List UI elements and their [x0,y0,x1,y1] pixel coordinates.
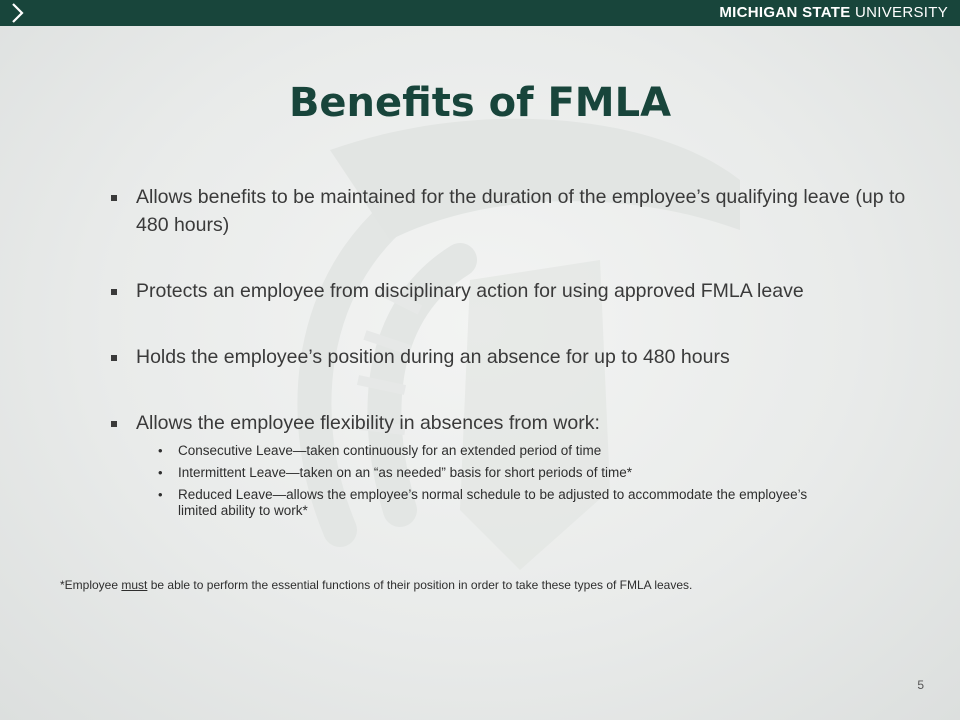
header-bar [0,0,960,26]
bullet-list [108,183,908,525]
dot-bullet-icon: • [158,487,163,502]
slide-title: Benefits of FMLA [288,80,672,126]
sub-bullet-text: Consecutive Leave—taken continuously for an extended period of time [178,443,602,458]
square-bullet-icon [111,421,117,427]
square-bullet-icon [111,355,117,361]
sub-bullet-text: Reduced Leave—allows the employee’s normal schedule to be adjusted to accommodate the employee’s limited ability to work* [178,487,808,518]
bullet-text: Allows the employee flexibility in absences from work: [136,412,600,434]
footnote-prefix: *Employee [60,578,122,592]
brand-bold-text: MICHIGAN STATE [719,4,851,21]
bullet-item [108,183,908,239]
dot-bullet-icon: • [158,443,163,458]
sub-bullet-item [136,487,836,519]
footnote-emphasis: must [121,578,148,592]
bullet-item [108,277,908,305]
square-bullet-icon [111,289,117,295]
sub-bullet-item [136,443,836,459]
footnote [60,577,692,593]
bullet-text: Holds the employee’s position during an absence for up to 480 hours [136,346,730,368]
footnote-suffix: be able to perform the essential functions of their position in order to take these types of FMLA leaves. [147,578,693,592]
bullet-item [108,343,908,371]
chevron-right-icon[interactable] [6,2,28,24]
bullet-text: Allows benefits to be maintained for the duration of the employee’s qualifying leave (up to 480 hours) [136,186,906,236]
bullet-text: Protects an employee from disciplinary action for using approved FMLA leave [136,280,804,302]
page-number: 5 [917,678,924,692]
university-logo [719,3,948,23]
square-bullet-icon [111,195,117,201]
brand-regular-text: UNIVERSITY [850,4,948,21]
sub-bullet-list [136,443,836,519]
bullet-item [108,409,908,519]
sub-bullet-text: Intermittent Leave—taken on an “as needed” basis for short periods of time* [178,465,632,480]
dot-bullet-icon: • [158,465,163,480]
sub-bullet-item [136,465,836,481]
